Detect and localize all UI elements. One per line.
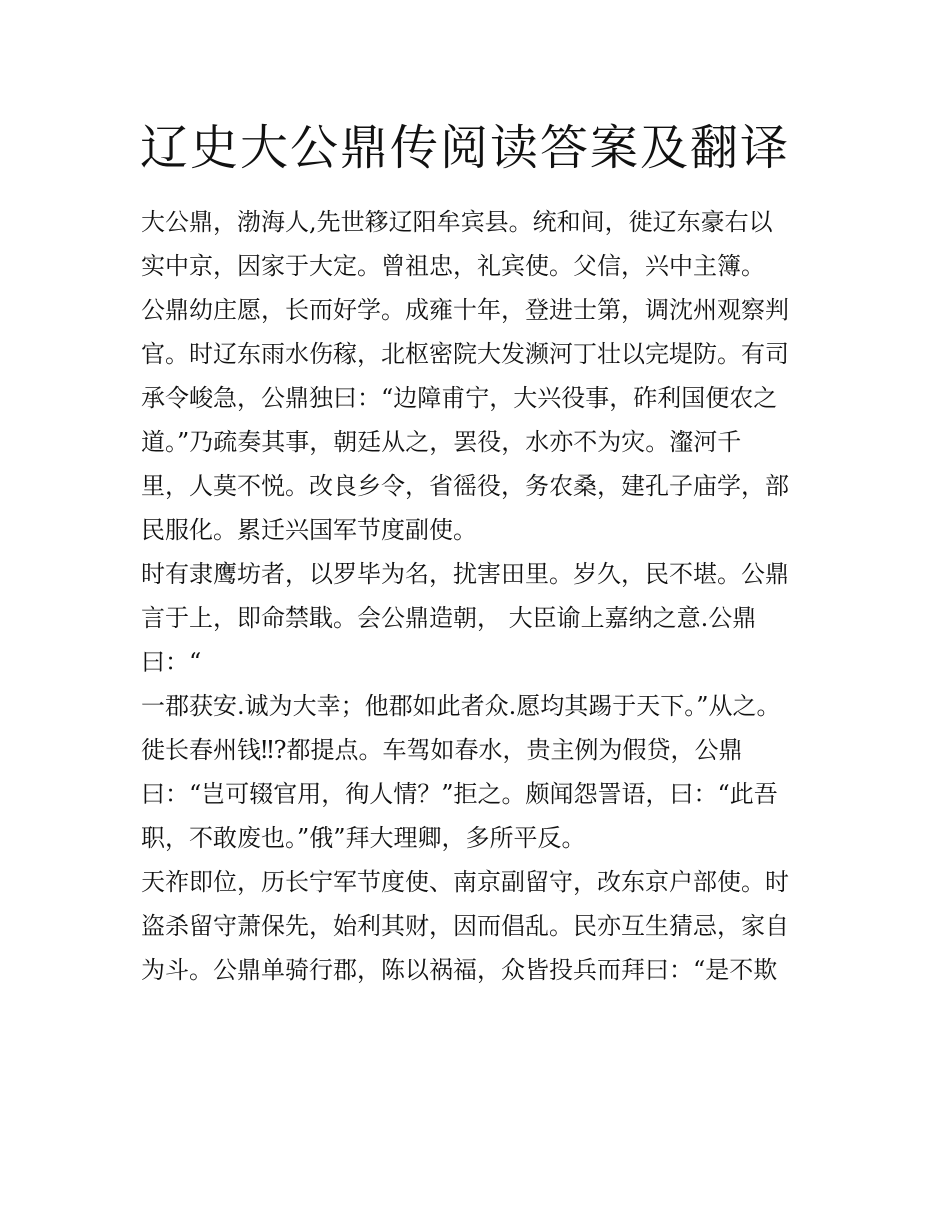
text-line: 里，人莫不悦。改良乡令，省徭役，务农桑，建孔子庙学，部 [141,472,789,500]
text-line: 天祚即位，历长宁军节度使、南京副留守，改东京户部使。时 [141,868,789,896]
text-line: 时有隶鹰坊者，以罗毕为名，扰害田里。岁久，民不堪。公鼎 [141,560,789,588]
text-line: 大公鼎，渤海人,先世簃辽阳牟宾县。统和间，徙辽东豪右以 [141,208,773,236]
text-line: 承令峻急，公鼎独曰：“边障甫宁，大兴役事，砟利国便农之 [141,384,778,412]
text-line: 曰：“ [141,648,202,676]
text-line: 实中京，因家于大定。曾祖忠，礼宾使。父信，兴中主簿。 [141,252,765,280]
text-line: 为斗。公鼎单骑行郡，陈以祸福，众皆投兵而拜曰：“是不欺 [141,956,778,984]
text-line: 官。时辽东雨水伤稼，北枢密院大发濒河丁壮以完堤防。有司 [141,340,789,368]
text-line: 职，不敢废也。”俄”拜大理卿，多所平反。 [141,824,586,852]
document-title: 辽史大公鼎传阅读答案及翻译 [140,120,791,176]
text-line: 言于上，即命禁戢。会公鼎造朝， 大臣谕上嘉纳之意.公鼎 [141,604,757,632]
text-line: 徙长春州钱‼?都提点。车驾如春水，贵主例为假贷，公鼎 [141,736,743,764]
document-body [141,200,821,992]
text-line: 民服化。累迁兴国军节度副使。 [141,516,477,544]
text-line: 公鼎幼庄愿，长而好学。成雍十年，登进士第，调沈州观察判 [141,296,789,324]
text-line: 道。”乃疏奏其事，朝廷从之，罢役，水亦不为灾。瀣河千 [141,428,742,456]
text-line: 一郡获安.诚为大幸；他郡如此者众.愿均其踢于天下。”从之。 [141,692,781,720]
text-line: 盗杀留守萧保先，始利其财，因而倡乱。民亦互生猜忌，家自 [141,912,789,940]
text-line: 曰：“岂可辍官用，徇人情？”拒之。颇闻怨詈语，曰：“此吾 [141,780,778,808]
